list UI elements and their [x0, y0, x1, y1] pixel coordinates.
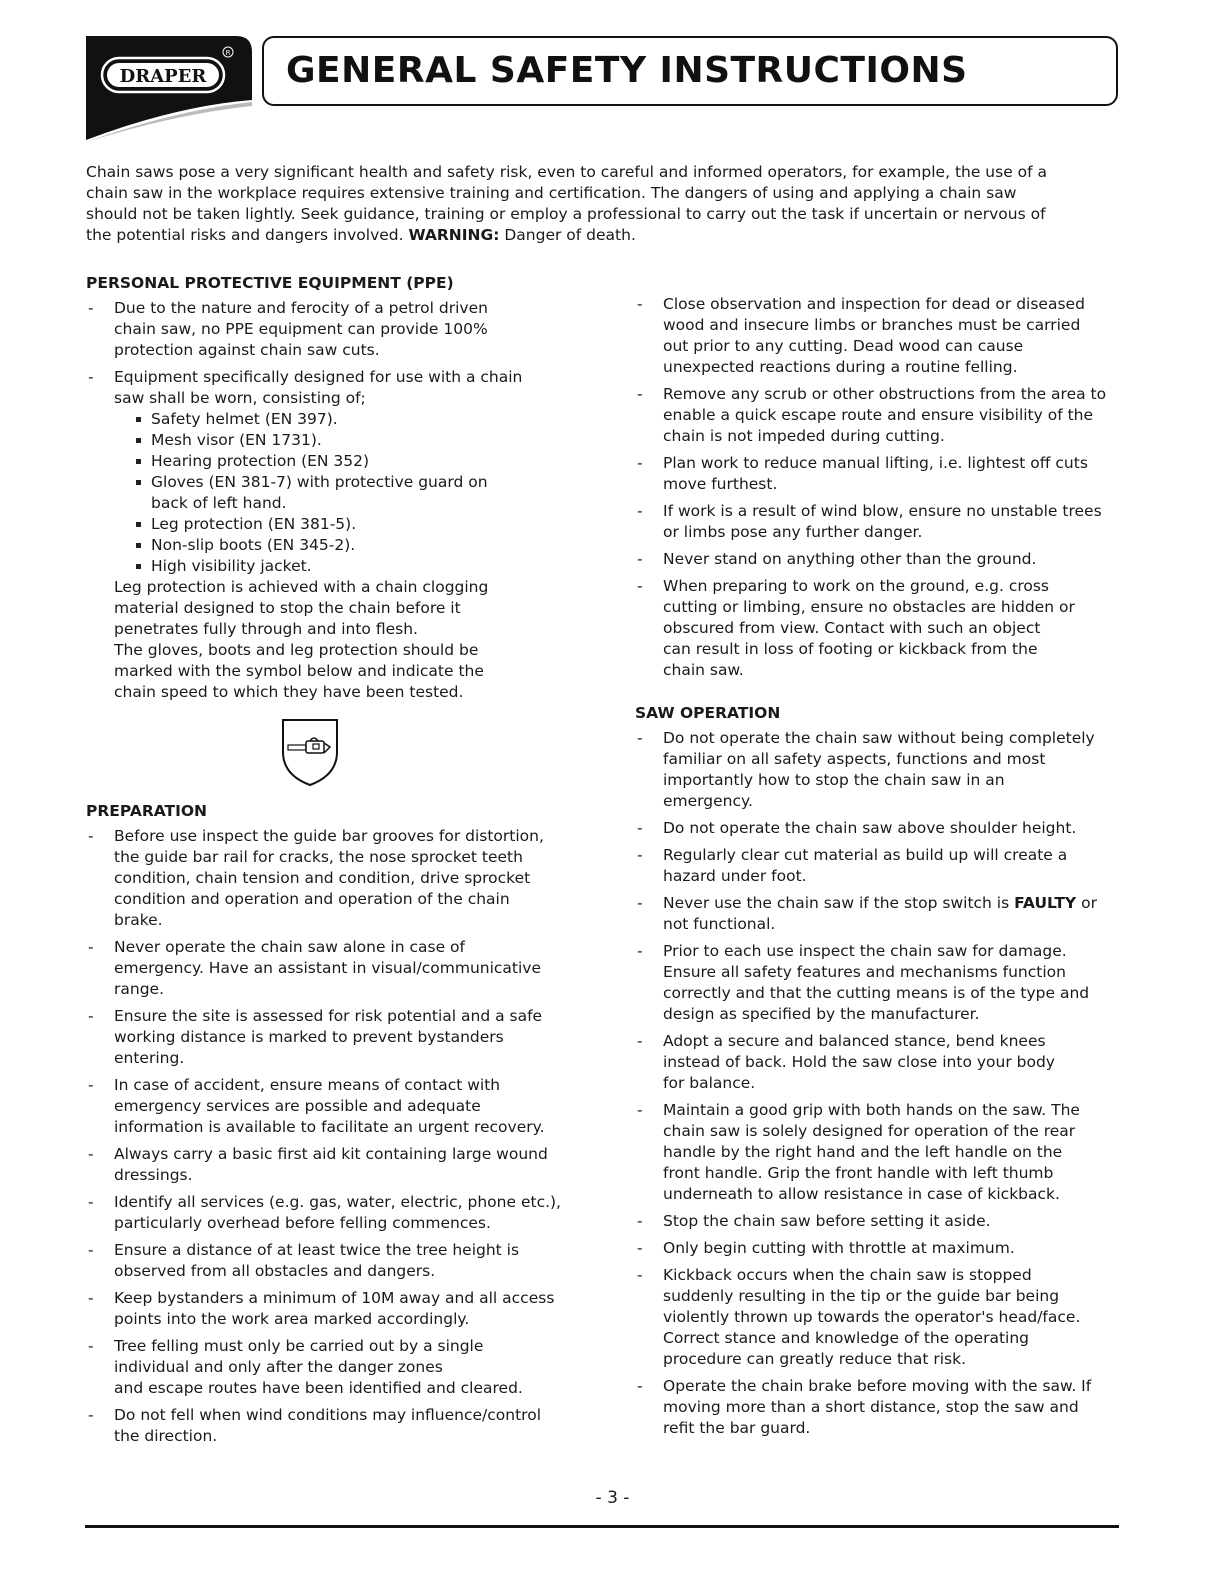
list-item	[635, 1376, 1135, 1439]
item-text: Ensure the site is assessed for risk potential and a safe working distance is marked to prevent bystanders entering.	[114, 1007, 543, 1067]
item-text: or not functional.	[663, 894, 1097, 933]
equipment-item: Leg protection (EN 381-5).	[136, 514, 586, 535]
dash: -	[637, 1239, 643, 1257]
equipment-item: High visibility jacket.	[136, 556, 586, 577]
preparation-list	[86, 826, 586, 1447]
dash: -	[637, 729, 643, 747]
list-item	[635, 1031, 1135, 1094]
item-text: Equipment specifically designed for use with a chain saw shall be worn, consisting of;	[114, 368, 523, 407]
list-item	[635, 549, 1135, 570]
warning-text: Danger of death.	[499, 226, 636, 244]
dash: -	[88, 827, 94, 845]
item-text: Prior to each use inspect the chain saw for damage. Ensure all safety features and mechanisms function correctly and that the cutting means is of the type and design as specified by the manufacturer.	[663, 942, 1090, 1023]
saw-operation-heading: SAW OPERATION	[635, 704, 781, 722]
item-text: Close observation and inspection for dead or diseased wood and insecure limbs or branches must be carried out prior to any cutting. Dead wood can cause unexpected reactions during a routine felling.	[663, 295, 1085, 376]
list-item	[86, 1144, 586, 1186]
list-item	[635, 845, 1135, 887]
item-text: Always carry a basic first aid kit containing large wound dressings.	[114, 1145, 548, 1184]
chainsaw-protection-symbol-icon	[280, 717, 340, 787]
list-item	[635, 501, 1135, 543]
list-item	[86, 1075, 586, 1138]
item-text: Maintain a good grip with both hands on the saw. The chain saw is solely designed for operation of the rear handle by the right hand and the left handle on the front handle. Grip the front handle with left thumb underneath to allow resistance in case of kickback.	[663, 1101, 1080, 1203]
left-column	[86, 273, 586, 1453]
item-text: Adopt a secure and balanced stance, bend knees instead of back. Hold the saw close into your body for balance.	[663, 1032, 1055, 1092]
list-item	[635, 294, 1135, 378]
item-text: Do not operate the chain saw without being completely familiar on all safety aspects, functions and most importantly how to stop the chain saw in an emergency.	[663, 729, 1095, 810]
list-item	[86, 1192, 586, 1234]
list-item	[635, 1100, 1135, 1205]
item-text: Operate the chain brake before moving with the saw. If moving more than a short distance, stop the saw and refit the bar guard.	[663, 1377, 1092, 1437]
list-item	[635, 1211, 1135, 1232]
item-text: Due to the nature and ferocity of a petrol driven chain saw, no PPE equipment can provide 100% protection against chain saw cuts.	[114, 299, 488, 359]
draper-logo	[86, 36, 252, 142]
item-text: Plan work to reduce manual lifting, i.e. lightest off cuts move furthest.	[663, 454, 1088, 493]
item-text: When preparing to work on the ground, e.g. cross cutting or limbing, ensure no obstacles are hidden or obscured from view. Contact with such an object can result in loss of footing or kickback from the chain saw.	[663, 577, 1075, 679]
dash: -	[88, 1007, 94, 1025]
list-item	[86, 1405, 586, 1447]
list-item	[635, 1265, 1135, 1370]
dash: -	[88, 1337, 94, 1355]
intro-text: Chain saws pose a very significant health and safety risk, even to careful and informed operators, for example, the use of a chain saw in the workplace requires extensive training and certification. The dangers of using and applying a chain saw should not be taken lightly. Seek guidance, training or employ a professional to carry out the task if uncertain or nervous of the potential risks and dangers involved.	[86, 163, 1048, 244]
equipment-item: Safety helmet (EN 397).	[136, 409, 586, 430]
dash: -	[637, 846, 643, 864]
footer-rule	[85, 1525, 1119, 1528]
item-text: If work is a result of wind blow, ensure no unstable trees or limbs pose any further danger.	[663, 502, 1102, 541]
item-text: Never operate the chain saw alone in case of emergency. Have an assistant in visual/communicative range.	[114, 938, 542, 998]
item-text: Do not fell when wind conditions may influence/control the direction.	[114, 1406, 541, 1445]
dash: -	[637, 1212, 643, 1230]
right-column	[635, 294, 1135, 1445]
list-item	[86, 1288, 586, 1330]
page-number: - 3 -	[595, 1488, 630, 1508]
item-text: Regularly clear cut material as build up will create a hazard under foot.	[663, 846, 1068, 885]
list-item	[635, 576, 1135, 681]
dash: -	[637, 577, 643, 595]
dash: -	[637, 1101, 643, 1119]
preparation-heading: PREPARATION	[86, 802, 208, 820]
faulty-emphasis: FAULTY	[1014, 894, 1077, 912]
list-item	[86, 826, 586, 931]
equipment-item: Non-slip boots (EN 345-2).	[136, 535, 586, 556]
equipment-list	[86, 409, 586, 577]
item-text: Identify all services (e.g. gas, water, electric, phone etc.), particularly overhead before felling commences.	[114, 1193, 561, 1232]
item-text: Ensure a distance of at least twice the tree height is observed from all obstacles and dangers.	[114, 1241, 520, 1280]
list-item	[635, 1238, 1135, 1259]
dash: -	[88, 1193, 94, 1211]
list-item	[635, 728, 1135, 812]
svg-text:R: R	[225, 49, 231, 57]
list-item	[86, 937, 586, 1000]
list-item	[635, 893, 1135, 935]
svg-text:DRAPER: DRAPER	[119, 66, 207, 87]
equipment-item: Mesh visor (EN 1731).	[136, 430, 586, 451]
item-text: Remove any scrub or other obstructions from the area to enable a quick escape route and ensure visibility of the chain is not impeded during cutting.	[663, 385, 1107, 445]
list-item	[635, 384, 1135, 447]
dash: -	[637, 894, 643, 912]
dash: -	[637, 295, 643, 313]
dash: -	[637, 819, 643, 837]
dash: -	[88, 1145, 94, 1163]
list-item	[86, 1006, 586, 1069]
dash: -	[637, 550, 643, 568]
item-text: Never use the chain saw if the stop switch is	[663, 894, 1015, 912]
item-text: Kickback occurs when the chain saw is stopped suddenly resulting in the tip or the guide bar being violently thrown up towards the operator's head/face. Correct stance and knowledge of the operating procedure can greatly reduce that risk.	[663, 1266, 1081, 1368]
dash: -	[88, 938, 94, 956]
item-text: In case of accident, ensure means of contact with emergency services are possible and adequate information is available to facilitate an urgent recovery.	[114, 1076, 545, 1136]
ppe-note: Leg protection is achieved with a chain clogging material designed to stop the chain before it penetrates fully through and into flesh. The gloves, boots and leg protection should be marked with the symbol below and indicate the chain speed to which they have been tested.	[114, 578, 489, 701]
list-item	[86, 1336, 586, 1399]
list-item	[86, 1240, 586, 1282]
dash: -	[637, 385, 643, 403]
ppe-heading: PERSONAL PROTECTIVE EQUIPMENT (PPE)	[86, 274, 454, 292]
dash: -	[637, 1032, 643, 1050]
page-title: GENERAL SAFETY INSTRUCTIONS	[286, 50, 968, 91]
dash: -	[88, 368, 94, 386]
list-item	[635, 941, 1135, 1025]
item-text: Before use inspect the guide bar grooves for distortion, the guide bar rail for cracks, the nose sprocket teeth condition, chain tension and condition, drive sprocket condition and operation and operation of the chain brake.	[114, 827, 544, 929]
item-text: Stop the chain saw before setting it aside.	[663, 1212, 991, 1230]
item-text: Keep bystanders a minimum of 10M away and all access points into the work area marked accordingly.	[114, 1289, 555, 1328]
dash: -	[637, 942, 643, 960]
dash: -	[637, 1377, 643, 1395]
item-text: Do not operate the chain saw above shoulder height.	[663, 819, 1077, 837]
dash: -	[88, 1241, 94, 1259]
list-item	[635, 818, 1135, 839]
equipment-item: Gloves (EN 381-7) with protective guard on back of left hand.	[136, 472, 586, 514]
item-text: Never stand on anything other than the ground.	[663, 550, 1037, 568]
warning-label: WARNING:	[408, 226, 500, 244]
title-box	[262, 36, 1118, 106]
dash: -	[637, 1266, 643, 1284]
dash: -	[637, 502, 643, 520]
intro-paragraph	[86, 162, 1126, 246]
list-item	[635, 453, 1135, 495]
dash: -	[637, 454, 643, 472]
list-item	[86, 367, 586, 409]
list-item	[86, 298, 586, 361]
dash: -	[88, 1406, 94, 1424]
equipment-item: Hearing protection (EN 352)	[136, 451, 586, 472]
dash: -	[88, 1076, 94, 1094]
item-text: Only begin cutting with throttle at maximum.	[663, 1239, 1015, 1257]
dash: -	[88, 299, 94, 317]
dash: -	[88, 1289, 94, 1307]
item-text: Tree felling must only be carried out by a single individual and only after the danger zones and escape routes have been identified and cleared.	[114, 1337, 523, 1397]
